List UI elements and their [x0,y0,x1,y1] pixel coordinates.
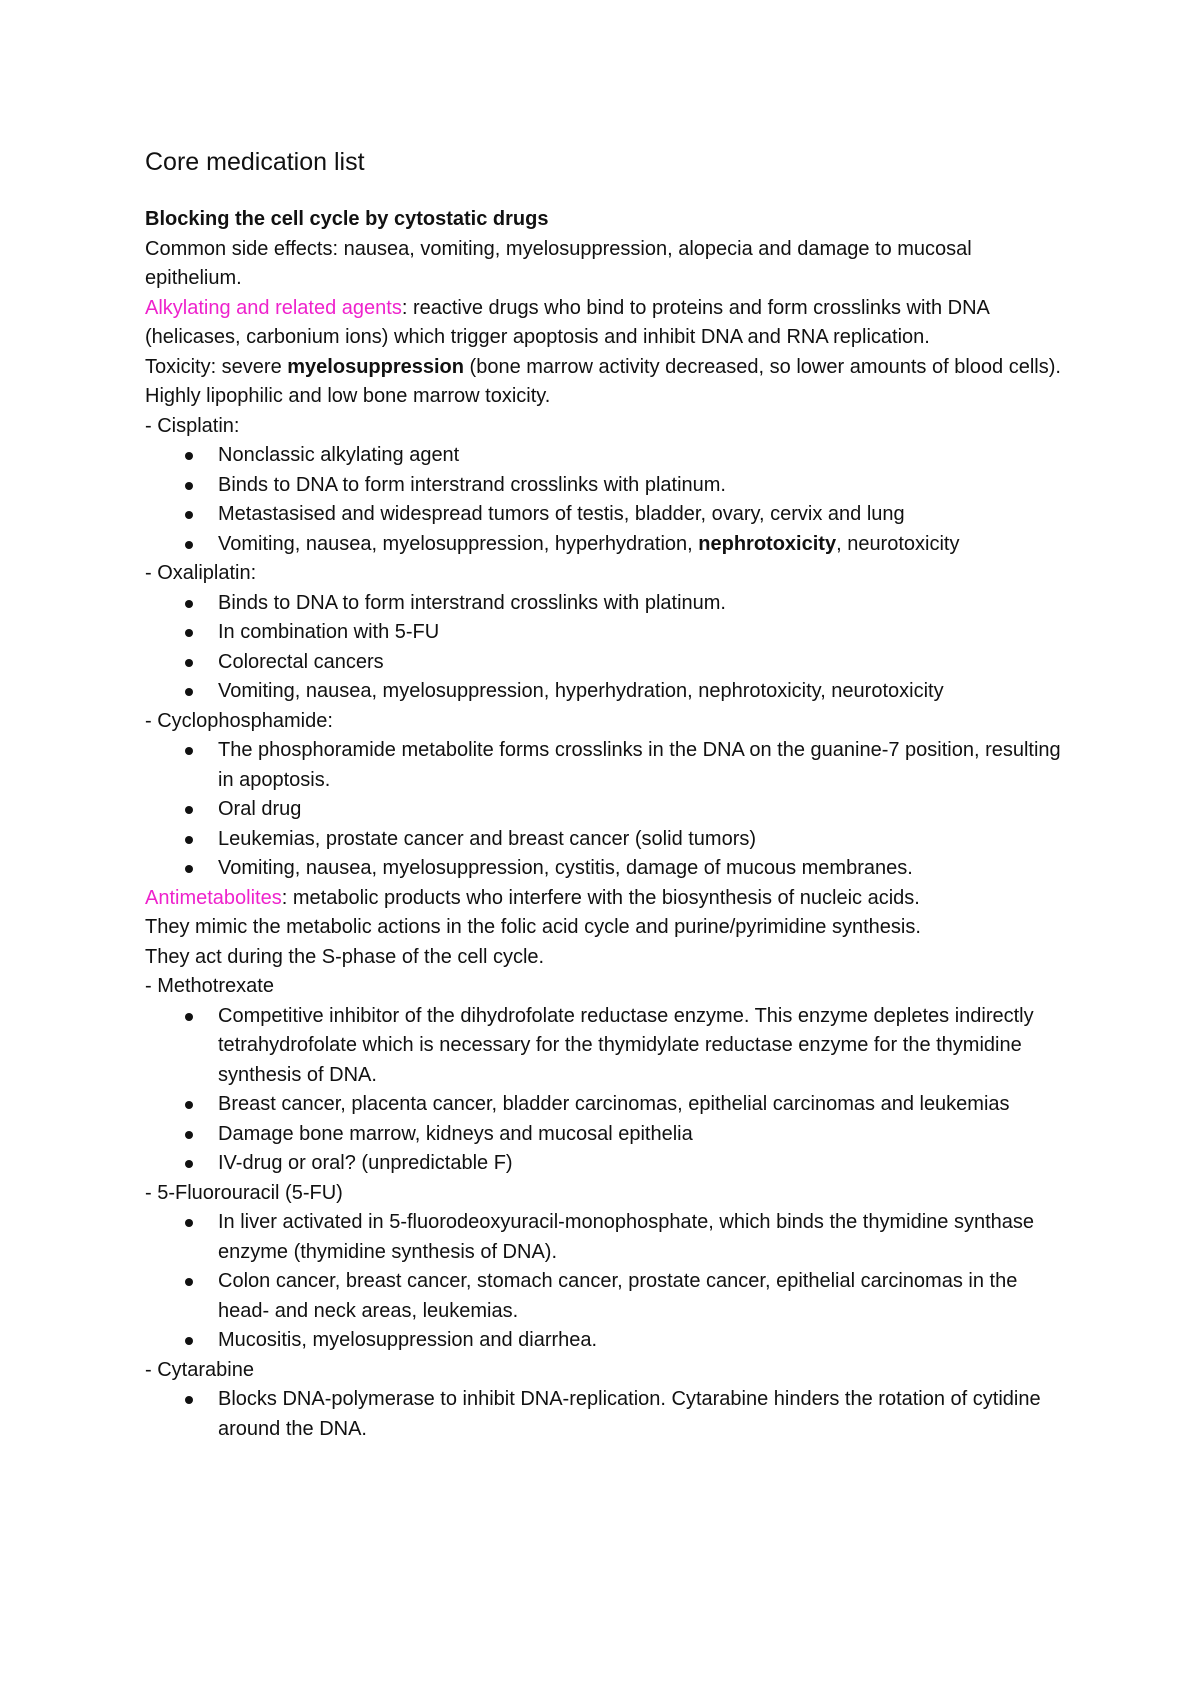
oxaliplatin-list [145,589,1070,707]
drug-label-cyclophosphamide: - Cyclophosphamide: [145,709,333,732]
list-item-text: Leukemias, prostate cancer and breast cancer (solid tumors) [218,827,757,850]
list-item-bold: nephrotoxicity [698,532,837,555]
alkylating-toxicity [145,353,1070,383]
list-item-text: , neurotoxicity [836,532,960,555]
bullet-icon [185,511,193,519]
drug-label-fluorouracil: - 5-Fluorouracil (5-FU) [145,1181,343,1204]
cisplatin-list [145,441,1070,559]
bullet-icon [185,1160,193,1168]
list-item [218,825,1070,855]
list-item [218,1208,1070,1267]
bullet-icon [185,1131,193,1139]
list-item-text: Vomiting, nausea, myelosuppression, hyperhydration, [218,532,699,555]
common-side-effects: Common side effects: nausea, vomiting, myelosuppression, alopecia and damage to mucosal epithelium. [145,237,972,289]
list-item [218,1385,1070,1444]
toxicity-suffix: (bone marrow activity decreased, so lower amounts of blood cells). [463,355,1061,378]
list-item [218,1002,1070,1091]
antimetabolites-line-2: They mimic the metabolic actions in the folic acid cycle and purine/pyrimidine synthesis. [145,916,921,938]
list-item-text: Colon cancer, breast cancer, stomach cancer, prostate cancer, epithelial carcinomas in the head- and neck areas, leukemias. [218,1270,1018,1322]
list-item [218,648,1070,678]
list-item-text: Vomiting, nausea, myelosuppression, hyperhydration, nephrotoxicity, neurotoxicity [218,680,944,702]
alkylating-definition-text: : reactive drugs who bind to proteins and form crosslinks with DNA (helicases, carbonium ions) which trigger apoptosis and inhibit DNA and RNA replication. [145,296,989,348]
list-item [218,1149,1070,1179]
antimetabolites-definition-text: : metabolic products who interfere with the biosynthesis of nucleic acids. [281,886,920,909]
list-item-text: In combination with 5-FU [218,621,440,643]
cytarabine-list [145,1385,1070,1444]
list-item-text: The phosphoramide metabolite forms crosslinks in the DNA on the guanine-7 position, resulting in apoptosis. [218,739,1061,791]
list-item [218,471,1070,501]
antimetabolites-line-3: They act during the S-phase of the cell cycle. [145,945,545,968]
list-item [218,1326,1070,1356]
list-item-text: Blocks DNA-polymerase to inhibit DNA-replication. Cytarabine hinders the rotation of cytidine around the DNA. [218,1388,1041,1440]
list-item [218,1120,1070,1150]
alkylating-note: Highly lipophilic and low bone marrow toxicity. [145,385,551,407]
toxicity-prefix: Toxicity: severe [145,355,288,378]
list-item-text: Metastasised and widespread tumors of testis, bladder, ovary, cervix and lung [218,503,905,525]
list-item [218,530,1070,560]
cyclophosphamide-list [145,736,1070,884]
fluorouracil-list [145,1208,1070,1356]
list-item [218,736,1070,795]
bullet-icon [185,865,193,873]
bullet-icon [185,541,193,549]
bullet-icon [185,1013,193,1021]
section-heading: Blocking the cell cycle by cytostatic drugs [145,208,549,230]
list-item [218,795,1070,825]
bullet-icon [185,1219,193,1227]
drug-label-methotrexate: - Methotrexate [145,975,274,997]
list-item-text: Oral drug [218,798,302,820]
bullet-icon [185,836,193,844]
list-item-text: Mucositis, myelosuppression and diarrhea. [218,1329,598,1351]
bullet-icon [185,600,193,608]
bullet-icon [185,1396,193,1404]
drug-label-cytarabine: - Cytarabine [145,1358,254,1381]
list-item-text: In liver activated in 5-fluorodeoxyuracil-monophosphate, which binds the thymidine synthase enzyme (thymidine synthesis of DNA). [218,1211,1035,1263]
list-item [218,500,1070,530]
bullet-icon [185,1337,193,1345]
list-item [218,1090,1070,1120]
list-item [218,854,1070,884]
alkylating-term: Alkylating and related agents [145,296,402,319]
bullet-icon [185,1278,193,1286]
bullet-icon [185,482,193,490]
bullet-icon [185,747,193,755]
list-item-text: Damage bone marrow, kidneys and mucosal epithelia [218,1122,693,1145]
toxicity-bold: myelosuppression [287,355,464,378]
list-item [218,618,1070,648]
bullet-icon [185,806,193,814]
list-item-text: IV-drug or oral? (unpredictable F) [218,1152,513,1174]
bullet-icon [185,1101,193,1109]
page-title: Core medication list [145,148,365,176]
antimetabolites-term: Antimetabolites [145,886,282,909]
list-item-text: Competitive inhibitor of the dihydrofolate reductase enzyme. This enzyme depletes indirectly tetrahydrofolate which is necessary for the thymidylate reductase enzyme for the thymidine synthesis of DNA. [218,1004,1034,1086]
methotrexate-list [145,1002,1070,1179]
list-item-text: Binds to DNA to form interstrand crosslinks with platinum. [218,473,726,496]
list-item-text: Nonclassic alkylating agent [218,444,460,466]
alkylating-definition [145,294,1070,353]
bullet-icon [185,629,193,637]
drug-label-cisplatin: - Cisplatin: [145,414,240,437]
antimetabolites-definition [145,884,1070,914]
bullet-icon [185,659,193,667]
list-item [218,589,1070,619]
list-item [218,441,1070,471]
list-item-text: Binds to DNA to form interstrand crosslinks with platinum. [218,591,726,614]
list-item [218,677,1070,707]
list-item-text: Colorectal cancers [218,650,384,673]
list-item-text: Breast cancer, placenta cancer, bladder carcinomas, epithelial carcinomas and leukemias [218,1093,1010,1115]
bullet-icon [185,452,193,460]
list-item-text: Vomiting, nausea, myelosuppression, cystitis, damage of mucous membranes. [218,857,913,879]
drug-label-oxaliplatin: - Oxaliplatin: [145,562,257,584]
list-item [218,1267,1070,1326]
bullet-icon [185,688,193,696]
